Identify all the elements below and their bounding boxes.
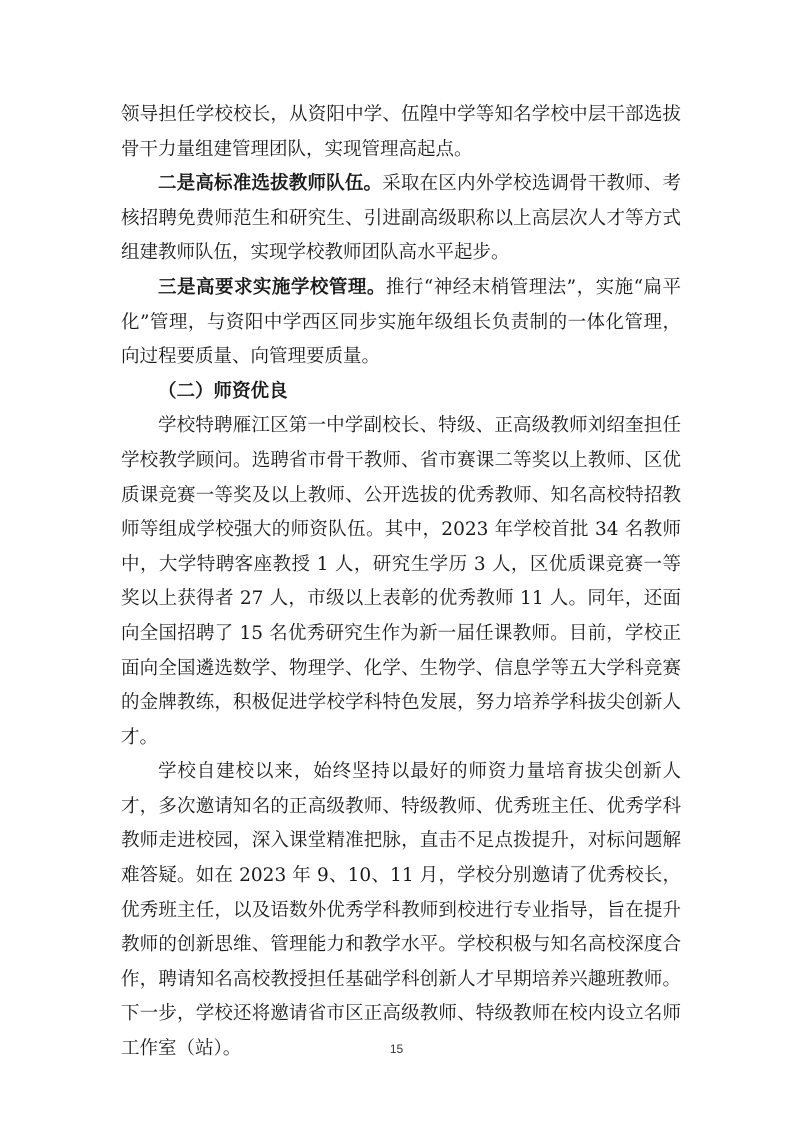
page-number: 15 (389, 1042, 404, 1056)
paragraph-faculty-development: 学校自建校以来，始终坚持以最好的师资力量培育拔尖创新人才，多次邀请知名的正高级教师、特级教师、优秀班主任、优秀学科教师走进校园，深入课堂精准把脉，直击不足点拨提升，对标问题解难答疑。如在 2023 年 9、10、11 月，学校分别邀请了优秀校长，优秀班主任，以及语数外优秀学科教师到校进行专业指导，旨在提升教师的创新思维、管理能力和教学水平。学校积极与知名高校深度合作，聘请知名高校教授担任基础学科创新人才早期培养兴趣班教师。下一步，学校还将邀请省市区正高级教师、特级教师在校内设立名师工作室（站）。 (121, 761, 681, 1060)
paragraph-school-management (121, 271, 681, 375)
paragraph-management-team: 领导担任学校校长，从资阳中学、伍隍中学等知名学校中层干部选拔骨干力量组建管理团队，实现管理高起点。 (121, 104, 681, 160)
paragraph-teacher-selection (121, 167, 681, 271)
paragraph-faculty-strength: 学校特聘雁江区第一中学副校长、特级、正高级教师刘绍奎担任学校教学顾问。选聘省市骨干教师、省市赛课二等奖以上教师、区优质课竞赛一等奖及以上教师、公开选拔的优秀教师、知名高校特招教师等组成学校强大的师资队伍。其中，2023 年学校首批 34 名教师中，大学特聘客座教授 1 人，研究生学历 3 人，区优质课竞赛一等奖以上获得者 27 人，市级以上表彰的优秀教师 11 人。同年，还面向全国招聘了 15 名优秀研究生作为新一届任课教师。目前，学校正面向全国遴选数学、物理学、化学、生物学、信息学等五大学科竞赛的金牌教练，积极促进学校学科特色发展，努力培养学科拔尖创新人才。 (121, 415, 681, 748)
paragraph-text-school-management: 推行“神经末梢管理法”，实施“扁平化”管理，与资阳中学西区同步实施年级组长负责制的一体化管理，向过程要质量、向管理要质量。 (121, 276, 681, 368)
paragraph-lead-teacher-selection: 二是高标准选拔教师队伍。 (158, 173, 383, 195)
paragraph-text-teacher-selection: 采取在区内外学校选调骨干教师、考核招聘免费师范生和研究生、引进副高级职称以上高层次人才等方式组建教师队伍，实现学校教师团队高水平起步。 (121, 173, 681, 264)
document-body (121, 98, 681, 1067)
section-heading-faculty: （二）师资优良 (158, 380, 288, 402)
paragraph-lead-school-management: 三是高要求实施学校管理。 (158, 276, 386, 298)
